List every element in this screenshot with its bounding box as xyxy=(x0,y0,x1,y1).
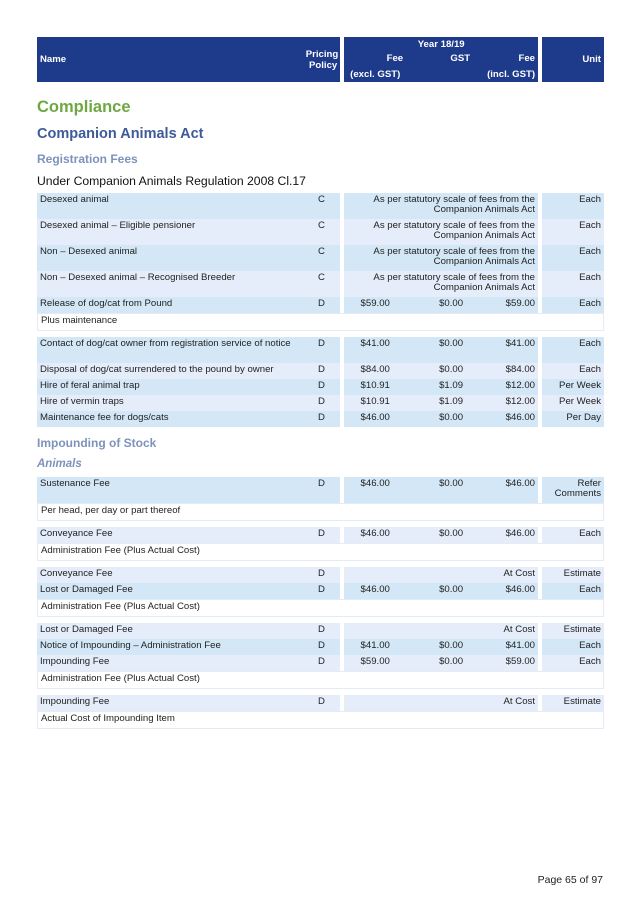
row-fee-incl: At Cost xyxy=(473,695,538,711)
row-unit: Each xyxy=(542,297,604,313)
row-fee: $59.00 xyxy=(344,655,406,671)
row-policy: D xyxy=(303,527,341,543)
row-gst: $0.00 xyxy=(406,583,473,599)
row-gst: $0.00 xyxy=(406,655,473,671)
fee-table-header xyxy=(37,37,604,82)
row-name: Contact of dog/cat owner from registration service of notice xyxy=(37,337,303,363)
table-row xyxy=(37,639,604,655)
row-policy: D xyxy=(303,567,341,583)
row-fee-incl: $59.00 xyxy=(473,655,538,671)
row-statutory-text: As per statutory scale of fees from the Companion Animals Act xyxy=(344,219,538,245)
row-policy: D xyxy=(303,639,341,655)
row-fee: $10.91 xyxy=(344,379,406,395)
row-note-text: Per head, per day or part thereof xyxy=(37,503,604,521)
row-unit: Estimate xyxy=(542,623,604,639)
animals-fees-table xyxy=(37,477,604,729)
row-note xyxy=(37,671,604,689)
heading-compliance: Compliance xyxy=(37,98,131,116)
table-row xyxy=(37,395,604,411)
row-policy: C xyxy=(303,193,341,219)
row-unit: Per Day xyxy=(542,411,604,427)
heading-companion-animals-act: Companion Animals Act xyxy=(37,126,204,142)
row-gst: $0.00 xyxy=(406,411,473,427)
row-gst: $1.09 xyxy=(406,395,473,411)
row-name: Conveyance Fee xyxy=(37,567,303,583)
table-row xyxy=(37,695,604,711)
row-fee-incl: $46.00 xyxy=(473,477,538,503)
row-unit: Each xyxy=(542,527,604,543)
row-fee: $84.00 xyxy=(344,363,406,379)
heading-regulation: Under Companion Animals Regulation 2008 Cl.17 xyxy=(37,174,306,188)
row-policy: D xyxy=(303,395,341,411)
row-policy: C xyxy=(303,271,341,297)
row-fee xyxy=(344,695,406,711)
row-fee-incl: At Cost xyxy=(473,623,538,639)
row-gst: $0.00 xyxy=(406,477,473,503)
header-name: Name xyxy=(37,37,303,82)
row-unit: Each xyxy=(542,245,604,271)
row-gst: $0.00 xyxy=(406,363,473,379)
header-fee-label: Fee xyxy=(386,53,404,64)
row-note-text: Plus maintenance xyxy=(37,313,604,331)
row-fee xyxy=(344,567,406,583)
header-fee-incl-label: Fee xyxy=(518,53,536,64)
row-unit: Each xyxy=(542,655,604,671)
row-statutory-text: As per statutory scale of fees from the Companion Animals Act xyxy=(344,193,538,219)
row-name: Conveyance Fee xyxy=(37,527,303,543)
table-row xyxy=(37,655,604,671)
row-fee: $46.00 xyxy=(344,477,406,503)
table-row xyxy=(37,363,604,379)
row-note xyxy=(37,503,604,521)
row-fee-incl: $41.00 xyxy=(473,639,538,655)
row-policy: D xyxy=(303,297,341,313)
row-policy: D xyxy=(303,411,341,427)
row-gst: $1.09 xyxy=(406,379,473,395)
row-policy: D xyxy=(303,695,341,711)
header-pricing-label: Pricing xyxy=(305,48,339,60)
table-row xyxy=(37,337,604,363)
row-policy: D xyxy=(303,337,341,363)
table-row xyxy=(37,271,604,297)
row-note xyxy=(37,599,604,617)
header-pricing-policy xyxy=(303,37,341,82)
header-fee-excl xyxy=(344,53,406,82)
row-fee-incl: $12.00 xyxy=(473,395,538,411)
row-policy: D xyxy=(303,363,341,379)
row-fee-incl: $46.00 xyxy=(473,583,538,599)
row-name: Lost or Damaged Fee xyxy=(37,583,303,599)
row-fee xyxy=(344,623,406,639)
row-statutory-text: As per statutory scale of fees from the Companion Animals Act xyxy=(344,245,538,271)
row-fee: $46.00 xyxy=(344,411,406,427)
row-unit: Per Week xyxy=(542,395,604,411)
header-year: Year 18/19 xyxy=(344,37,538,53)
row-gst: $0.00 xyxy=(406,337,473,363)
row-name: Hire of feral animal trap xyxy=(37,379,303,395)
row-gst: $0.00 xyxy=(406,639,473,655)
row-note xyxy=(37,313,604,331)
header-unit: Unit xyxy=(542,37,604,82)
header-excl-gst: (excl. GST) xyxy=(350,69,401,80)
row-fee: $41.00 xyxy=(344,639,406,655)
row-policy: D xyxy=(303,655,341,671)
row-gst xyxy=(406,695,473,711)
row-unit: Each xyxy=(542,639,604,655)
row-unit: Estimate xyxy=(542,567,604,583)
row-name: Hire of vermin traps xyxy=(37,395,303,411)
row-note-text: Administration Fee (Plus Actual Cost) xyxy=(37,543,604,561)
page-content xyxy=(37,37,604,729)
row-fee-incl: $46.00 xyxy=(473,411,538,427)
row-unit: Each xyxy=(542,219,604,245)
row-note xyxy=(37,543,604,561)
row-fee: $10.91 xyxy=(344,395,406,411)
row-name: Notice of Impounding – Administration Fee xyxy=(37,639,303,655)
row-policy: C xyxy=(303,219,341,245)
row-gst xyxy=(406,623,473,639)
table-row xyxy=(37,527,604,543)
row-note-text: Actual Cost of Impounding Item xyxy=(37,711,604,729)
row-note xyxy=(37,711,604,729)
header-policy-label: Policy xyxy=(308,59,338,71)
row-fee: $46.00 xyxy=(344,583,406,599)
table-row xyxy=(37,411,604,427)
row-gst: $0.00 xyxy=(406,297,473,313)
row-note-text: Administration Fee (Plus Actual Cost) xyxy=(37,671,604,689)
heading-animals: Animals xyxy=(37,458,82,470)
row-unit: Estimate xyxy=(542,695,604,711)
table-row xyxy=(37,567,604,583)
row-policy: C xyxy=(303,245,341,271)
row-name: Impounding Fee xyxy=(37,695,303,711)
row-fee-incl: $59.00 xyxy=(473,297,538,313)
row-name: Sustenance Fee xyxy=(37,477,303,503)
table-row xyxy=(37,245,604,271)
row-gst: $0.00 xyxy=(406,527,473,543)
row-note-text: Administration Fee (Plus Actual Cost) xyxy=(37,599,604,617)
row-statutory-text: As per statutory scale of fees from the Companion Animals Act xyxy=(344,271,538,297)
header-incl-gst: (incl. GST) xyxy=(487,69,536,80)
row-name: Disposal of dog/cat surrendered to the pound by owner xyxy=(37,363,303,379)
row-unit: Each xyxy=(542,363,604,379)
row-unit: Each xyxy=(542,271,604,297)
header-gst: GST xyxy=(406,53,473,82)
table-row xyxy=(37,379,604,395)
row-policy: D xyxy=(303,623,341,639)
row-name: Desexed animal – Eligible pensioner xyxy=(37,219,303,245)
heading-impounding-of-stock: Impounding of Stock xyxy=(37,436,157,450)
row-gst xyxy=(406,567,473,583)
row-unit: Each xyxy=(542,193,604,219)
row-fee-incl: $41.00 xyxy=(473,337,538,363)
table-row xyxy=(37,583,604,599)
row-fee: $41.00 xyxy=(344,337,406,363)
table-row xyxy=(37,623,604,639)
row-fee: $59.00 xyxy=(344,297,406,313)
row-fee-incl: At Cost xyxy=(473,567,538,583)
row-name: Release of dog/cat from Pound xyxy=(37,297,303,313)
row-unit: Each xyxy=(542,583,604,599)
row-name: Non – Desexed animal – Recognised Breeder xyxy=(37,271,303,297)
row-fee-incl: $12.00 xyxy=(473,379,538,395)
row-name: Impounding Fee xyxy=(37,655,303,671)
row-policy: D xyxy=(303,477,341,503)
row-policy: D xyxy=(303,379,341,395)
table-row xyxy=(37,477,604,503)
row-unit: Each xyxy=(542,337,604,363)
table-row xyxy=(37,219,604,245)
row-fee-incl: $84.00 xyxy=(473,363,538,379)
header-fee-incl xyxy=(473,53,538,82)
row-unit: Per Week xyxy=(542,379,604,395)
row-name: Maintenance fee for dogs/cats xyxy=(37,411,303,427)
table-row xyxy=(37,193,604,219)
row-unit: Refer Comments xyxy=(542,477,604,503)
row-fee-incl: $46.00 xyxy=(473,527,538,543)
page-number: Page 65 of 97 xyxy=(537,874,603,886)
row-name: Non – Desexed animal xyxy=(37,245,303,271)
table-row xyxy=(37,297,604,313)
registration-fees-table xyxy=(37,193,604,427)
row-name: Desexed animal xyxy=(37,193,303,219)
row-fee: $46.00 xyxy=(344,527,406,543)
row-policy: D xyxy=(303,583,341,599)
row-name: Lost or Damaged Fee xyxy=(37,623,303,639)
heading-registration-fees: Registration Fees xyxy=(37,152,138,166)
